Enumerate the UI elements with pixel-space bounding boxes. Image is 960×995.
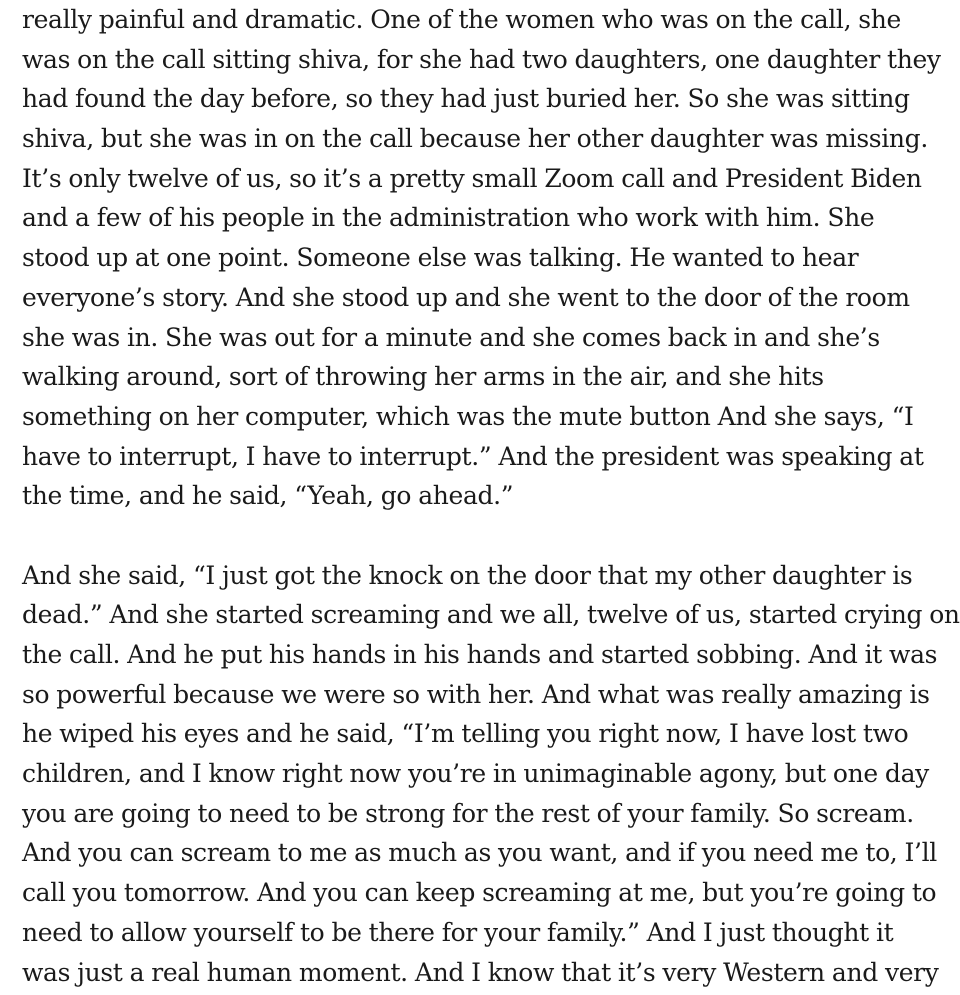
text-line: was on the call sitting shiva, for she had two daughters, one daughter they: [22, 44, 941, 74]
text-line: shiva, but she was in on the call because her other daughter was missing.: [22, 124, 928, 154]
text-line: call you tomorrow. And you can keep screaming at me, but you’re going to: [22, 878, 937, 908]
text-line: had found the day before, so they had just buried her. So she was sitting: [22, 84, 910, 114]
text-line: have to interrupt, I have to interrupt.” And the president was speaking at: [22, 441, 924, 471]
text-line: children, and I know right now you’re in unimaginable agony, but one day: [22, 759, 929, 789]
text-line: he wiped his eyes and he said, “I’m telling you right now, I have lost two: [22, 719, 909, 749]
text-line: And she said, “I just got the knock on the door that my other daughter is: [22, 560, 913, 590]
paragraph-2: [22, 556, 960, 993]
text-line: so powerful because we were so with her. And what was really amazing is: [22, 679, 930, 709]
paragraph-1: [22, 0, 952, 516]
text-line: you are going to need to be strong for the rest of your family. So scream.: [22, 798, 914, 828]
text-line: and a few of his people in the administration who work with him. She: [22, 203, 875, 233]
text-line: she was in. She was out for a minute and she comes back in and she’s: [22, 322, 880, 352]
text-line: stood up at one point. Someone else was talking. He wanted to hear: [22, 243, 859, 273]
text-line: the time, and he said, “Yeah, go ahead.”: [22, 481, 514, 511]
text-line: the call. And he put his hands in his hands and started sobbing. And it was: [22, 640, 938, 669]
text-line: And you can scream to me as much as you want, and if you need me to, I’ll: [22, 838, 937, 868]
text-line: need to allow yourself to be there for your family.” And I just thought it: [22, 917, 894, 947]
text-line: something on her computer, which was the mute button And she says, “I: [22, 401, 914, 431]
paragraph-spacer: [22, 516, 952, 556]
text-line: It’s only twelve of us, so it’s a pretty small Zoom call and President Biden: [22, 163, 922, 193]
text-line: dead.” And she started screaming and we all, twelve of us, started crying on: [22, 600, 960, 630]
text-line: everyone’s story. And she stood up and she went to the door of the room: [22, 282, 910, 312]
text-line: was just a real human moment. And I know that it’s very Western and very: [22, 957, 939, 987]
text-line: walking around, sort of throwing her arms in the air, and she hits: [22, 362, 824, 392]
text-line: really painful and dramatic. One of the women who was on the call, she: [22, 5, 901, 34]
article-body: [22, 0, 960, 992]
